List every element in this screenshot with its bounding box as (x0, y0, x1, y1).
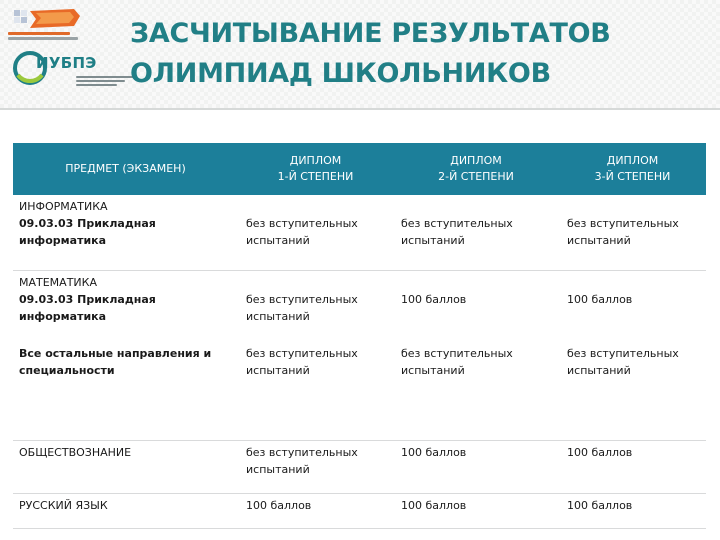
flag-emblem-icon (14, 8, 82, 30)
header-diploma-2 (393, 143, 559, 195)
subject-cell (13, 195, 238, 271)
table-row (13, 494, 706, 529)
table-row (13, 271, 706, 441)
diploma-1-cell: без вступительных испытаний (238, 195, 393, 271)
diploma-2-cell: 100 баллов (393, 441, 559, 494)
logo-subcaption (76, 74, 134, 88)
subject-name: ИНФОРМАТИКА (19, 200, 108, 213)
page-title (130, 14, 710, 94)
logo-text: ИУБПЭ (36, 54, 97, 72)
diploma-3-cell: 100 баллов (559, 494, 706, 529)
title-line-1: ЗАСЧИТЫВАНИЕ РЕЗУЛЬТАТОВ (130, 18, 611, 49)
header-divider (0, 108, 720, 110)
header-diploma-3 (559, 143, 706, 195)
diploma-2-cell (393, 271, 559, 441)
table-row (13, 195, 706, 271)
diploma-2-cell: 100 баллов (393, 494, 559, 529)
header-diploma-3-line2: 3-Й СТЕПЕНИ (594, 170, 671, 183)
diploma-2-other-value: без вступительных испытаний (401, 347, 513, 377)
table-header-row (13, 143, 706, 195)
diploma-1-cell: без вступительных испытаний (238, 441, 393, 494)
header-diploma-2-line2: 2-Й СТЕПЕНИ (438, 170, 514, 183)
subject-cell (13, 271, 238, 441)
diploma-1-other-value: без вступительных испытаний (246, 347, 358, 377)
subject-cell: РУССКИЙ ЯЗЫК (13, 494, 238, 529)
program-name: 09.03.03 Прикладная информатика (19, 217, 156, 247)
diploma-3-cell: без вступительных испытаний (559, 195, 706, 271)
diploma-3-cell: 100 баллов (559, 441, 706, 494)
subject-name: МАТЕМАТИКА (19, 276, 97, 289)
table-row (13, 441, 706, 494)
diploma-3-other-value: без вступительных испытаний (567, 347, 679, 377)
header-diploma-1-line2: 1-Й СТЕПЕНИ (277, 170, 354, 183)
header-diploma-3-line1: ДИПЛОМ (606, 154, 659, 167)
subject-cell: ОБЩЕСТВОЗНАНИЕ (13, 441, 238, 494)
diploma-3-cell (559, 271, 706, 441)
diploma-1-value: без вступительных испытаний (246, 293, 358, 323)
header-subject: ПРЕДМЕТ (ЭКЗАМЕН) (13, 143, 238, 195)
olympiad-results-table (13, 143, 706, 529)
diploma-2-value: 100 баллов (401, 293, 467, 306)
diploma-3-value: 100 баллов (567, 293, 633, 306)
header-diploma-1 (238, 143, 393, 195)
program-name: 09.03.03 Прикладная информатика (19, 293, 156, 323)
header-diploma-1-line1: ДИПЛОМ (289, 154, 342, 167)
diploma-2-cell: без вступительных испытаний (393, 195, 559, 271)
diploma-1-cell (238, 271, 393, 441)
university-logo (8, 8, 108, 44)
diploma-1-cell: 100 баллов (238, 494, 393, 529)
slide-header (0, 0, 720, 108)
other-program-name: Все остальные направления и специальности (19, 347, 212, 377)
logo-caption (8, 30, 96, 44)
header-diploma-2-line1: ДИПЛОМ (450, 154, 502, 167)
iubpe-logo (12, 48, 122, 92)
title-line-2: ОЛИМПИАД ШКОЛЬНИКОВ (130, 58, 551, 89)
